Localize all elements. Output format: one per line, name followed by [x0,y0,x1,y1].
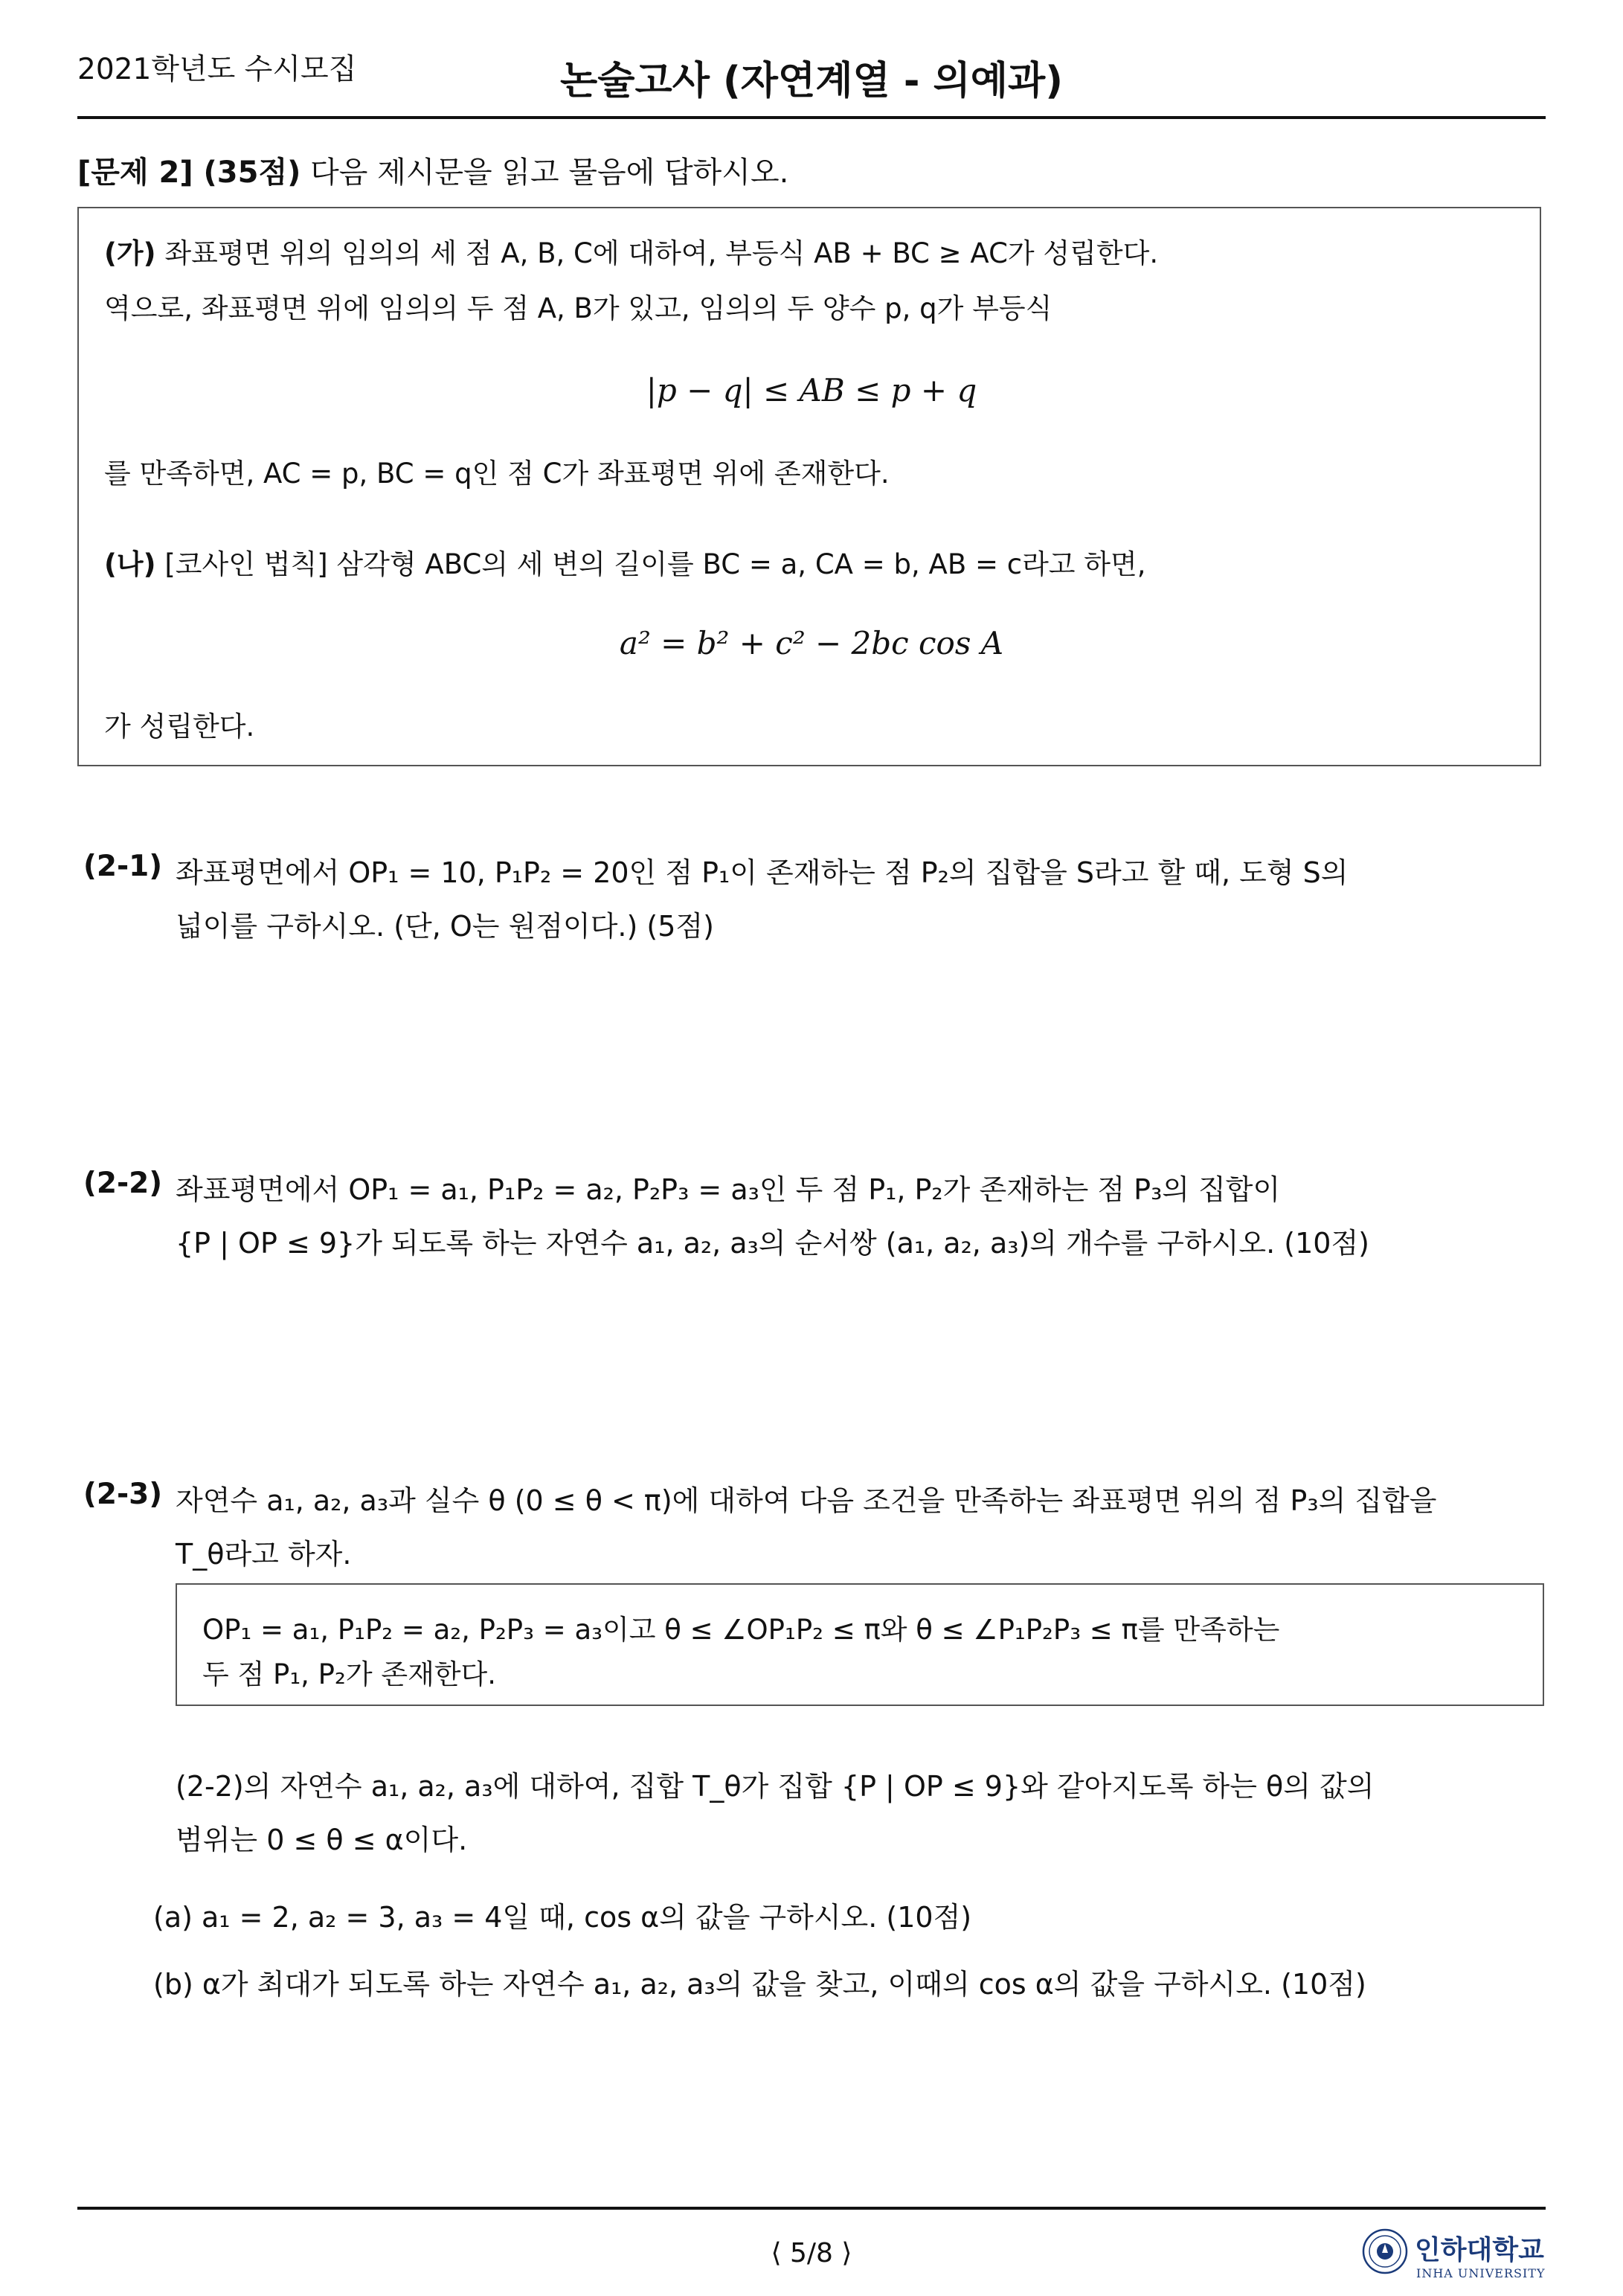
page-number: ⟨ 5/8 ⟩ [771,2238,852,2268]
question-2-1-line2: 넓이를 구하시오. (단, O는 원점이다.) (5점) [176,910,714,943]
condition-line1: OP₁ = a₁, P₁P₂ = a₂, P₂P₃ = a₃이고 θ ≤ ∠OP₁P₂ ≤ π와 θ ≤ ∠P₁P₂P₃ ≤ π를 만족하는 [202,1614,1280,1646]
question-2-3-line3: (2-2)의 자연수 a₁, a₂, a₃에 대하여, 집합 T_θ가 집합 {P | OP ≤ 9}와 같아지도록 하는 θ의 값의 [176,1770,1375,1803]
university-name: 인하대학교 [1415,2235,1544,2265]
question-2-2-line2: {P | OP ≤ 9}가 되도록 하는 자연수 a₁, a₂, a₃의 순서쌍 (a₁, a₂, a₃)의 개수를 구하시오. (10점) [176,1227,1370,1260]
passage-ga-label: (가) [104,237,156,269]
passage-na-line2: 가 성립한다. [104,711,255,743]
passage-na-equation: a² = b² + c² − 2bc cos A [619,625,1004,661]
question-2-3-label: (2-3) [83,1478,163,1511]
problem-heading [77,149,788,191]
question-2-3-b: (b) α가 최대가 되도록 하는 자연수 a₁, a₂, a₃의 값을 찾고, 이때의 cos α의 값을 구하시오. (10점) [153,1968,1366,2001]
passage-ga-line2: 역으로, 좌표평면 위에 임의의 두 점 A, B가 있고, 임의의 두 양수 p, q가 부등식 [104,292,1052,324]
question-2-2-line1: 좌표평면에서 OP₁ = a₁, P₁P₂ = a₂, P₂P₃ = a₃인 두 점 P₁, P₂가 존재하는 점 P₃의 집합이 [176,1173,1281,1206]
question-2-3-line2: T_θ라고 하자. [176,1538,352,1571]
passage-ga-equation: |p − q| ≤ AB ≤ p + q [646,372,977,408]
footer-divider [77,2207,1546,2210]
question-2-3-line1: 자연수 a₁, a₂, a₃과 실수 θ (0 ≤ θ < π)에 대하여 다음 조건을 만족하는 좌표평면 위의 점 P₃의 집합을 [176,1484,1437,1517]
problem-instruction: 다음 제시문을 읽고 물음에 답하시오. [310,155,789,190]
condition-line2: 두 점 P₁, P₂가 존재한다. [202,1658,497,1690]
passage-na-line1: (나) [코사인 법칙] 삼각형 ABC의 세 변의 길이를 BC = a, CA = b, AB = c라고 하면, [104,548,1146,580]
question-2-2-label: (2-2) [83,1167,163,1200]
question-2-1-line1: 좌표평면에서 OP₁ = 10, P₁P₂ = 20인 점 P₁이 존재하는 점 P₂의 집합을 S라고 할 때, 도형 S의 [176,856,1349,889]
problem-label: [문제 2] (35점) [77,155,301,190]
header-divider [77,116,1546,119]
question-2-1-label: (2-1) [83,850,163,883]
passage-na-label: (나) [104,548,156,580]
exam-title: 논술고사 (자연계열 - 의예과) [560,59,1063,103]
university-name-en: INHA UNIVERSITY [1416,2266,1546,2280]
passage-ga-line1: (가) 좌표평면 위의 임의의 세 점 A, B, C에 대하여, 부등식 AB + BC ≥ AC가 성립한다. [104,237,1159,269]
question-2-3-a: (a) a₁ = 2, a₂ = 3, a₃ = 4일 때, cos α의 값을 구하시오. (10점) [153,1901,972,1934]
exam-year-label: 2021학년도 수시모집 [77,53,357,86]
university-seal-icon [1361,2228,1409,2278]
passage-ga-line3: 를 만족하면, AC = p, BC = q인 점 C가 좌표평면 위에 존재한다. [104,458,890,490]
question-2-3-line4: 범위는 0 ≤ θ ≤ α이다. [176,1824,468,1856]
